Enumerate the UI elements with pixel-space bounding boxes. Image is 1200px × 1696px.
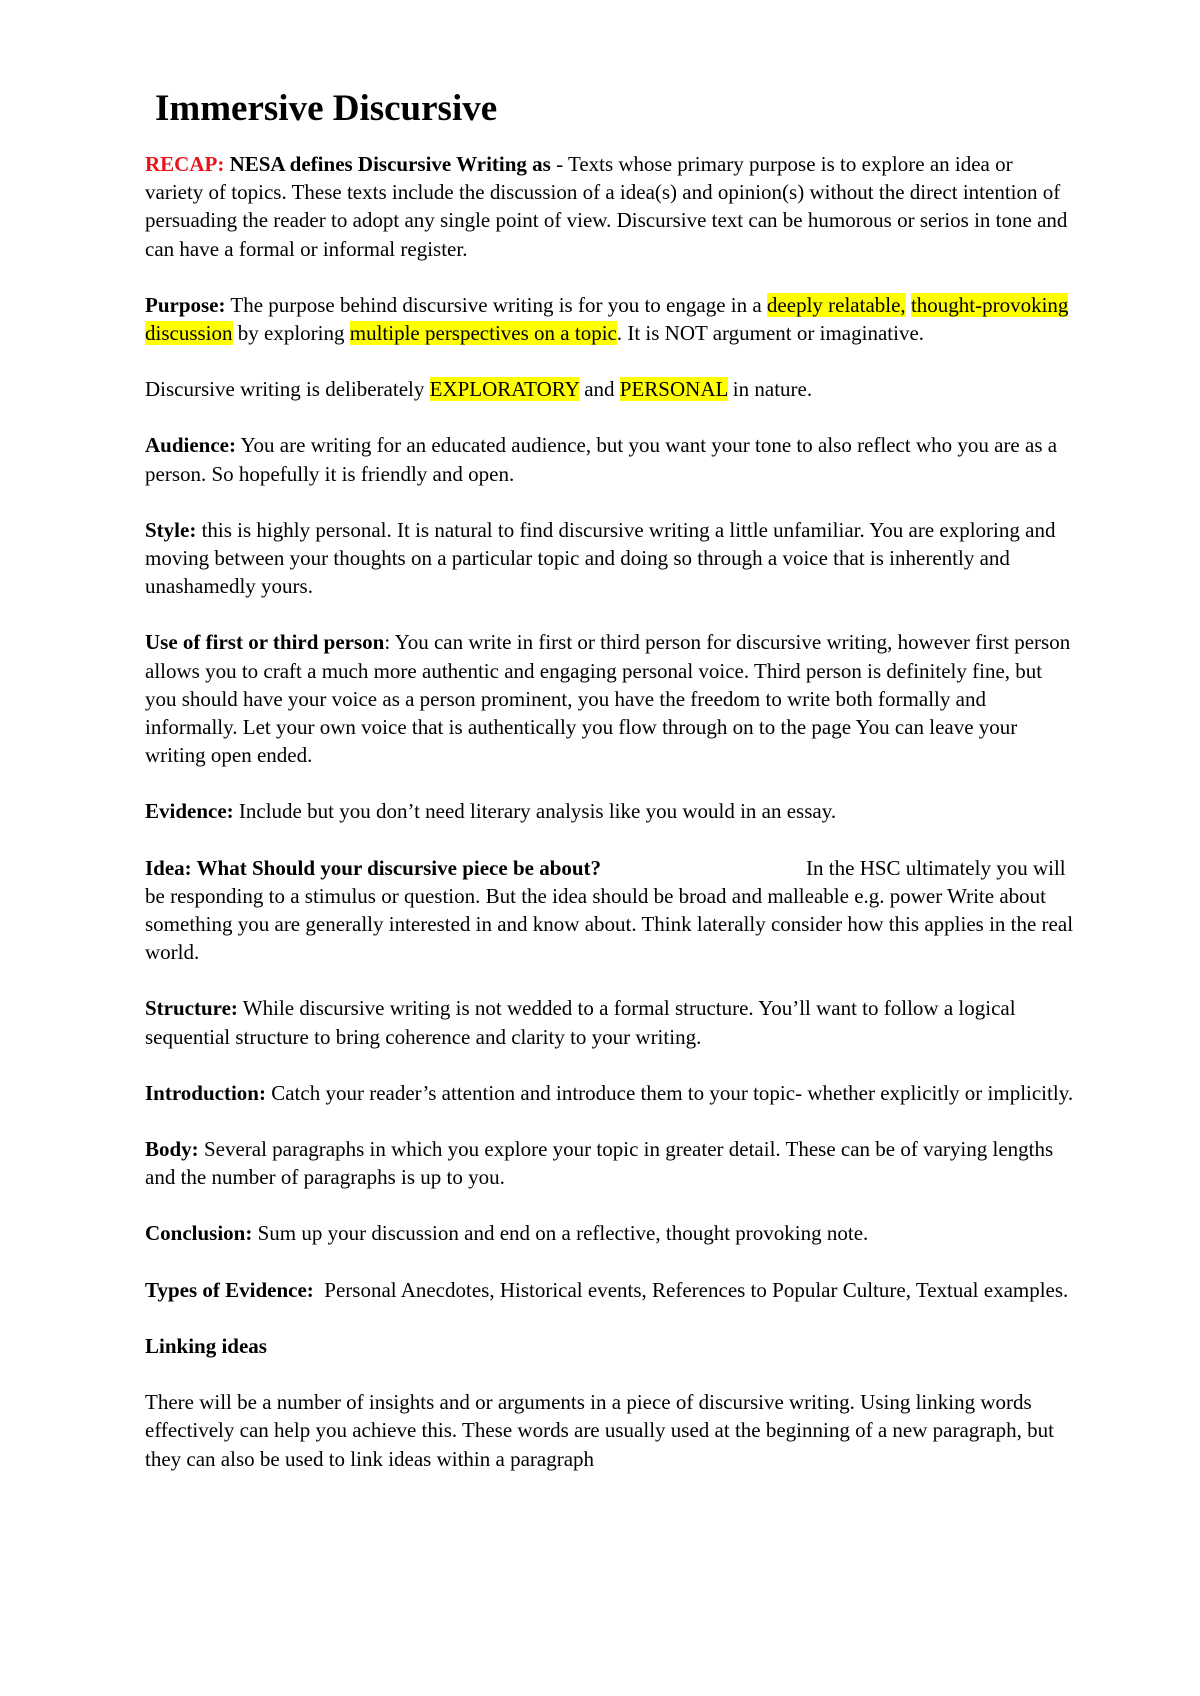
- recap-label: RECAP:: [145, 152, 225, 176]
- structure-paragraph: [145, 994, 1075, 1050]
- highlight-personal: PERSONAL: [619, 377, 728, 402]
- evidence-text: Include but you don’t need literary analysis like you would in an essay.: [233, 799, 837, 824]
- nature-text-1: Discursive writing is deliberately: [145, 377, 430, 402]
- body-paragraph: [145, 1135, 1075, 1191]
- purpose-text-1: The purpose behind discursive writing is for you to engage in a: [225, 292, 767, 317]
- person-text: : You can write in first or third person for discursive writing, however first person allows you to craft a much more authentic and engaging personal voice. Third person is definitely fine, but you should have your voice as a person prominent, you have the freedom to write both formally and informally. Let your own voice that is authentically you flow through on to the page You can leave your writing open ended.: [145, 630, 1071, 768]
- nature-text-2: and: [578, 377, 620, 402]
- idea-label: Idea: What Should your discursive piece be about?: [145, 855, 602, 880]
- style-text: this is highly personal. It is natural to find discursive writing a little unfamiliar. You are exploring and moving between your thoughts on a particular topic and doing so through a voice that is inherently and unashamedly yours.: [145, 517, 1056, 599]
- person-paragraph: [145, 628, 1075, 769]
- page-title: Immersive Discursive: [155, 88, 498, 129]
- nature-text-3: in nature.: [727, 377, 813, 402]
- person-label: Use of first or third person: [145, 630, 385, 655]
- recap-lead: NESA defines Discursive Writing as: [224, 152, 551, 176]
- types-label: Types of Evidence:: [145, 1277, 314, 1302]
- conclusion-label: Conclusion:: [145, 1221, 253, 1246]
- highlight-thought-provoking: thought-provoking discussion: [145, 292, 1069, 346]
- idea-paragraph: [145, 854, 1075, 967]
- conclusion-text: Sum up your discussion and end on a reflective, thought provoking note.: [252, 1221, 869, 1246]
- idea-text: In the HSC ultimately you will be responding to a stimulus or question. But the idea should be broad and malleable e.g. power Write about something you are generally interested in and know about. Think laterally consider how this applies in the real world.: [145, 855, 1074, 965]
- highlight-deeply-relatable: deeply relatable,: [766, 292, 906, 317]
- body-text: Several paragraphs in which you explore your topic in greater detail. These can be of varying lengths and the number of paragraphs is up to you.: [145, 1137, 1054, 1190]
- structure-label: Structure:: [145, 996, 238, 1021]
- recap-paragraph: [145, 150, 1075, 263]
- purpose-label: Purpose:: [145, 292, 226, 317]
- highlight-multiple-perspectives: multiple perspectives on a topic: [349, 321, 617, 346]
- audience-text: You are writing for an educated audience, but you want your tone to also reflect who you are as a person. So hopefully it is friendly and open.: [145, 433, 1058, 486]
- highlight-exploratory: EXPLORATORY: [429, 377, 579, 402]
- linking-heading: Linking ideas: [145, 1333, 267, 1358]
- document-body: [145, 88, 1075, 1501]
- introduction-paragraph: [145, 1079, 1075, 1107]
- structure-text: While discursive writing is not wedded to a formal structure. You’ll want to follow a logical sequential structure to bring coherence and clarity to your writing.: [145, 996, 1016, 1049]
- style-paragraph: [145, 516, 1075, 601]
- purpose-paragraph: [145, 291, 1075, 347]
- style-label: Style:: [145, 517, 197, 542]
- introduction-label: Introduction:: [145, 1080, 266, 1105]
- audience-paragraph: [145, 431, 1075, 487]
- types-text: Personal Anecdotes, Historical events, References to Popular Culture, Textual examples.: [313, 1277, 1069, 1302]
- introduction-text: Catch your reader’s attention and introduce them to your topic- whether explicitly or implicitly.: [265, 1080, 1074, 1105]
- body-label: Body:: [145, 1137, 199, 1162]
- types-paragraph: [145, 1276, 1075, 1304]
- audience-label: Audience:: [145, 433, 236, 458]
- linking-paragraph: There will be a number of insights and or arguments in a piece of discursive writing. Using linking words effectively can help you achieve this. These words are usually used at the beginning of a new paragraph, but they can also be used to link ideas within a paragraph: [145, 1390, 1054, 1471]
- recap-text: - Texts whose primary purpose is to explore an idea or variety of topics. These texts include the discussion of a idea(s) and opinion(s) without the direct intention of persuading the reader to adopt any single point of view. Discursive text can be humorous or serios in tone and can have a formal or informal register.: [145, 152, 1068, 261]
- evidence-label: Evidence:: [145, 799, 234, 824]
- conclusion-paragraph: [145, 1219, 1075, 1247]
- nature-paragraph: [145, 375, 1075, 403]
- evidence-paragraph: [145, 797, 1075, 825]
- purpose-text-4: . It is NOT argument or imaginative.: [616, 321, 925, 346]
- purpose-text-3: by exploring: [232, 321, 350, 346]
